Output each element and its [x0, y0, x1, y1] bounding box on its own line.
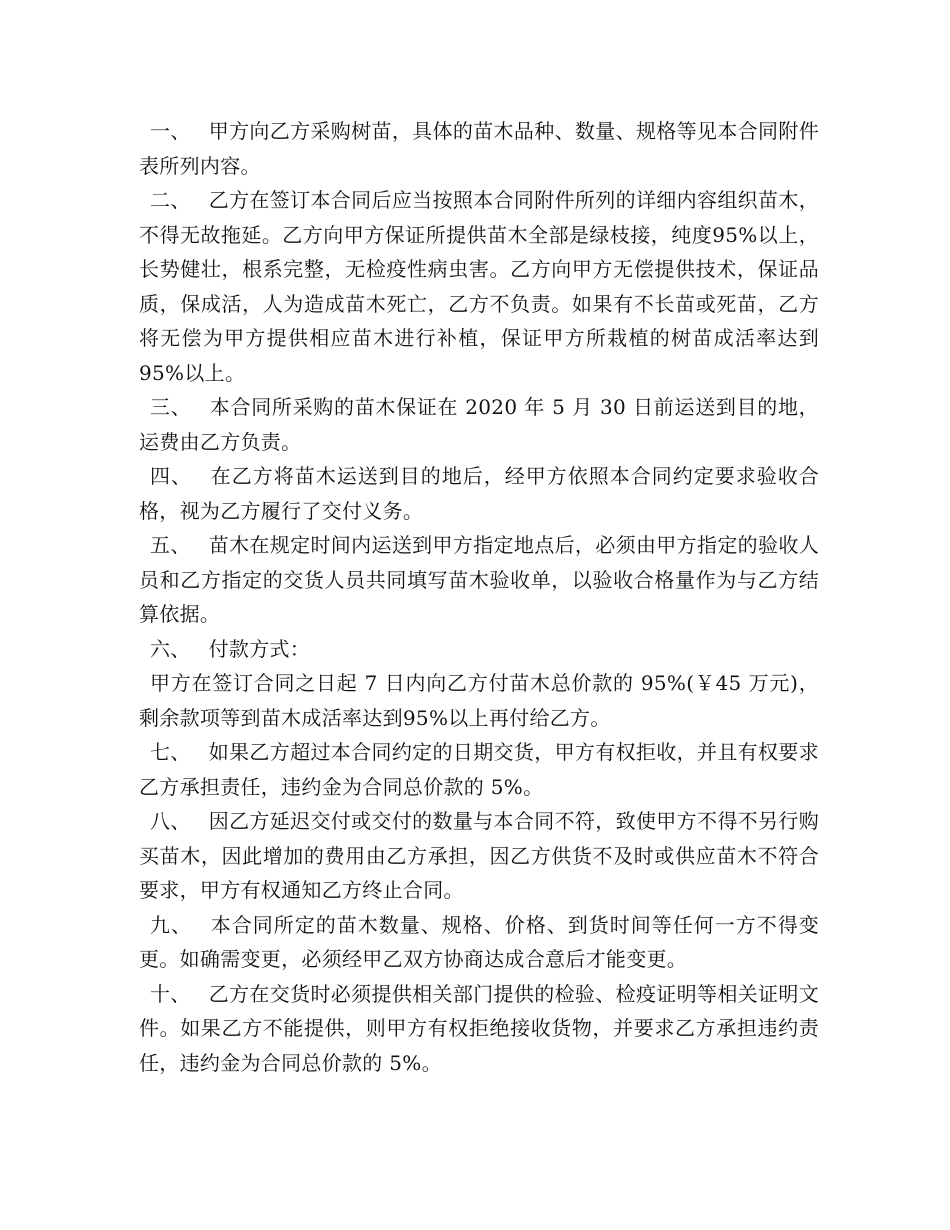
clause-number: 十、	[150, 981, 191, 1006]
clause-1	[139, 114, 819, 183]
clause-number: 二、	[150, 188, 191, 212]
clause-text: 甲方向乙方采购树苗，具体的苗木品种、数量、规格等见本合同附件表所列内容。	[139, 119, 819, 178]
clause-number: 七、	[150, 740, 191, 764]
clause-4	[139, 459, 819, 528]
clause-text: 甲方在签订合同之日起 7 日内向乙方付苗木总价款的 95%(￥45 万元)，剩余款项等到苗木成活率达到95%以上再付给乙方。	[139, 671, 819, 730]
clause-number: 六、	[150, 636, 191, 661]
payment-detail	[139, 666, 819, 735]
clause-text: 本合同所定的苗木数量、规格、价格、到货时间等任何一方不得变更。如确需变更，必须经甲乙双方协商达成合意后才能变更。	[139, 912, 819, 971]
clause-text: 如果乙方超过本合同约定的日期交货，甲方有权拒收，并且有权要求乙方承担责任，违约金为合同总价款的 5%。	[139, 740, 819, 799]
clause-6	[139, 632, 819, 667]
clause-9	[139, 908, 819, 977]
clause-number: 一、	[150, 119, 191, 143]
clause-text: 在乙方将苗木运送到目的地后，经甲方依照本合同约定要求验收合格，视为乙方履行了交付义务。	[139, 464, 819, 523]
clause-text: 因乙方延迟交付或交付的数量与本合同不符，致使甲方不得不另行购买苗木，因此增加的费用由乙方承担，因乙方供货不及时或供应苗木不符合要求，甲方有权通知乙方终止合同。	[139, 809, 819, 902]
clause-5	[139, 528, 819, 632]
clause-text: 苗木在规定时间内运送到甲方指定地点后，必须由甲方指定的验收人员和乙方指定的交货人员共同填写苗木验收单，以验收合格量作为与乙方结算依据。	[139, 533, 819, 626]
clause-number: 九、	[150, 912, 192, 937]
clause-text: 乙方在交货时必须提供相关部门提供的检验、检疫证明等相关证明文件。如果乙方不能提供，则甲方有权拒绝接收货物，并要求乙方承担违约责任，违约金为合同总价款的 5%。	[139, 981, 819, 1075]
clause-number: 四、	[150, 464, 192, 488]
clause-text: 本合同所采购的苗木保证在 2020 年 5 月 30 日前运送到目的地，运费由乙方负责。	[139, 395, 819, 454]
clause-text: 乙方在签订本合同后应当按照本合同附件所列的详细内容组织苗木，不得无故拖延。乙方向甲方保证所提供苗木全部是绿枝接，纯度95%以上，长势健壮，根系完整，无检疫性病虫害。乙方向甲方无偿提供技术，保证品质，保成活，人为造成苗木死亡，乙方不负责。如果有不长苗或死苗，乙方将无偿为甲方提供相应苗木进行补植，保证甲方所栽植的树苗成活率达到95%以上。	[139, 188, 819, 385]
clause-3	[139, 390, 819, 459]
clause-7	[139, 735, 819, 804]
clause-number: 八、	[150, 809, 191, 833]
clause-number: 五、	[150, 533, 191, 557]
contract-body	[139, 114, 819, 1080]
clause-number: 三、	[150, 395, 192, 419]
clause-8	[139, 804, 819, 908]
clause-text: 付款方式：	[208, 636, 311, 661]
clause-2	[139, 183, 819, 390]
clause-10	[139, 977, 819, 1081]
